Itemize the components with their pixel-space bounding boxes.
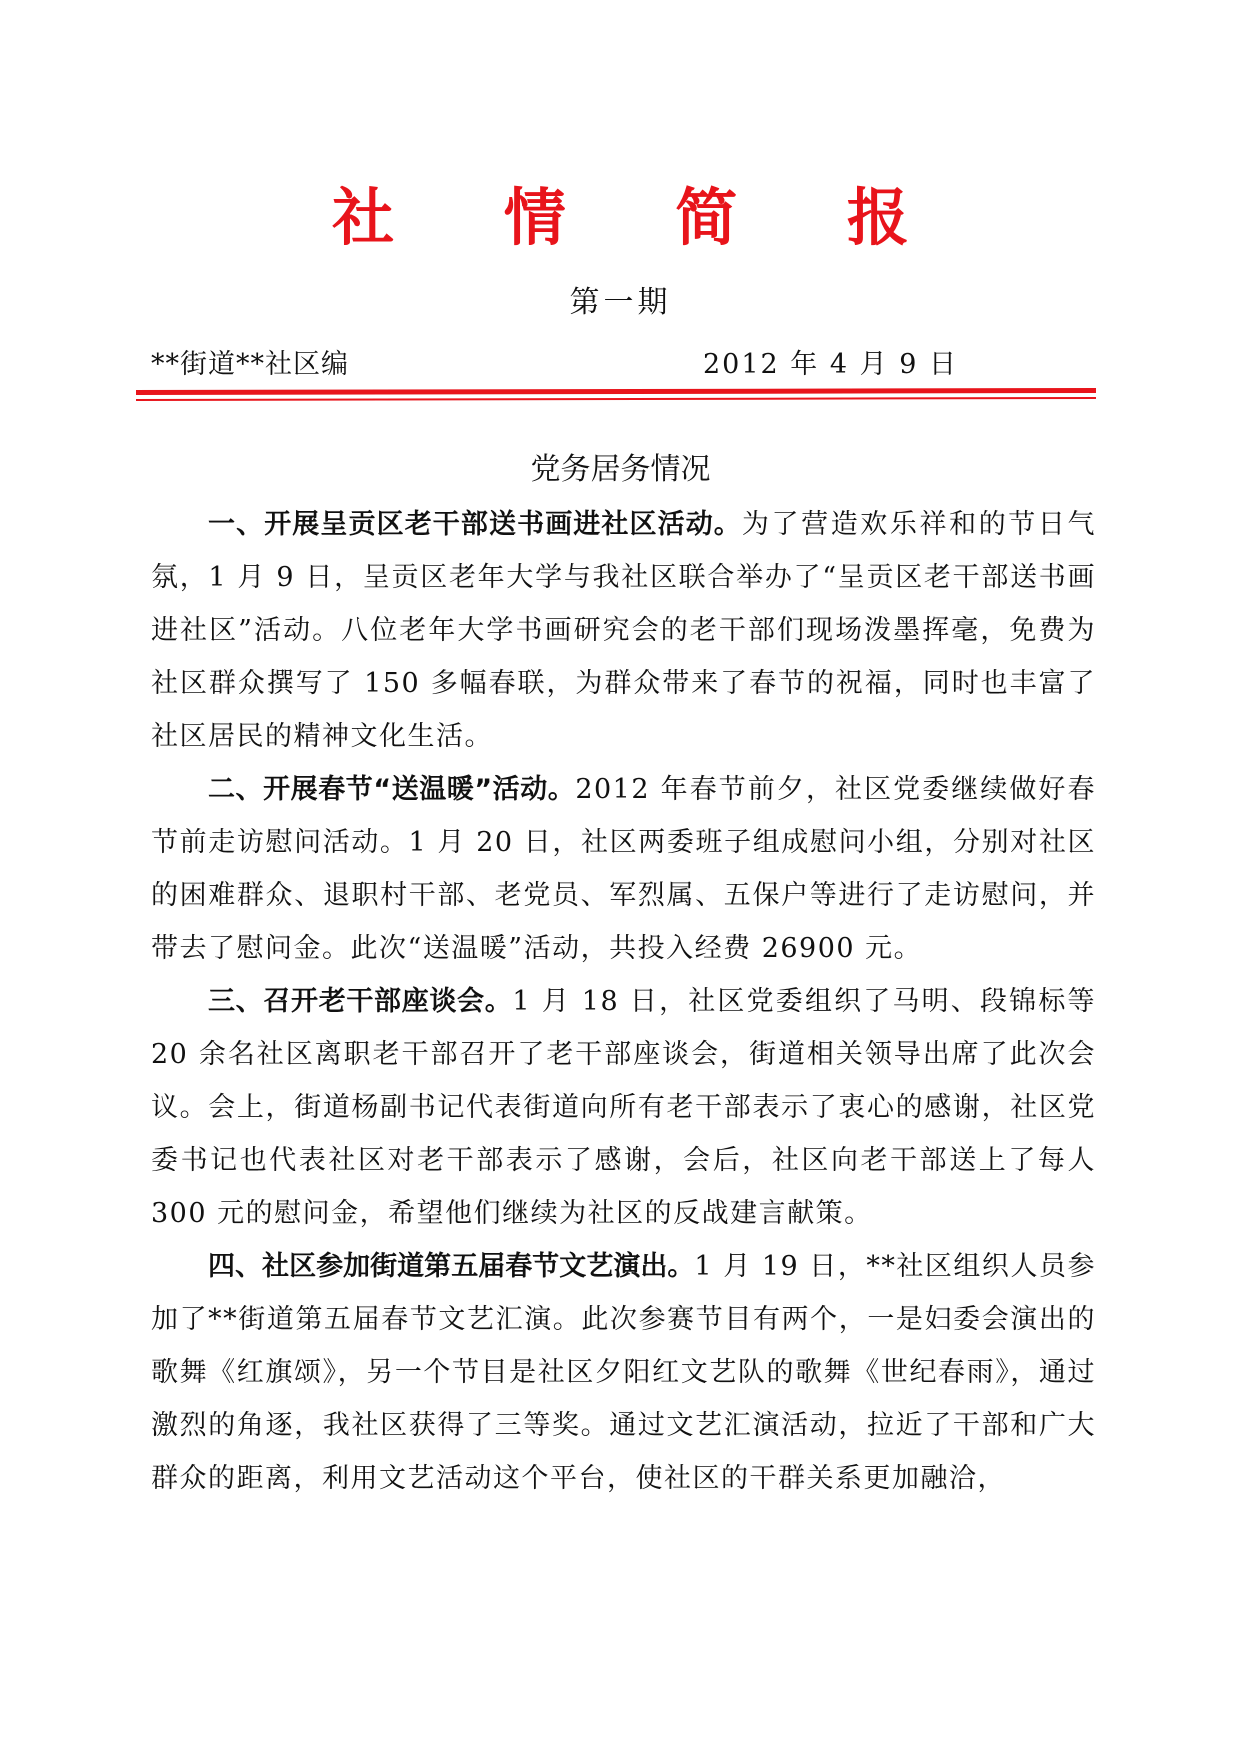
header-rule-thin — [136, 397, 1096, 401]
paragraph-heading: 四、社区参加街道第五届春节文艺演出。 — [208, 1251, 695, 1282]
paragraph-text: 为了营造欢乐祥和的节日气氛，1 月 9 日，呈贡区老年大学与我社区联合举办了“呈贡区老干部送书画进社区”活动。八位老年大学书画研究会的老干部们现场泼墨挥毫，免费为社区群众撰写了 150 多幅春联，为群众带来了春节的祝福，同时也丰富了社区居民的精神文化生活。 — [151, 509, 1097, 752]
paragraph-4 — [151, 1240, 1096, 1505]
paragraph-text: 1 月 19 日，**社区组织人员参加了**街道第五届春节文艺汇演。此次参赛节目有两个，一是妇委会演出的歌舞《红旗颂》，另一个节目是社区夕阳红文艺队的歌舞《世纪春雨》，通过激烈的角逐，我社区获得了三等奖。通过文艺汇演活动，拉近了干部和广大群众的距离，利用文艺活动这个平台，使社区的干群关系更加融洽， — [151, 1251, 1096, 1494]
section-title: 党务居务情况 — [530, 452, 711, 487]
publish-date: 2012 年 4 月 9 日 — [703, 349, 958, 380]
paragraph-heading: 三、召开老干部座谈会。 — [208, 986, 513, 1017]
issue-number: 第一期 — [569, 285, 672, 320]
body-text — [151, 498, 1096, 1505]
paragraph-heading: 二、开展春节“送温暖”活动。 — [208, 774, 576, 805]
paragraph-1 — [151, 498, 1096, 763]
paragraph-2 — [151, 763, 1096, 975]
paragraph-text: 2012 年春节前夕，社区党委继续做好春节前走访慰问活动。1 月 20 日，社区两委班子组成慰问小组，分别对社区的困难群众、退职村干部、老党员、军烈属、五保户等进行了走访慰问，并带去了慰问金。此次“送温暖”活动，共投入经费 26900 元。 — [151, 774, 1096, 964]
editor-line: **街道**社区编 — [151, 349, 349, 380]
paragraph-3 — [151, 975, 1096, 1240]
bulletin-title: 社 情 简 报 — [332, 181, 953, 254]
paragraph-heading: 一、开展呈贡区老干部送书画进社区活动。 — [208, 509, 742, 540]
header-rule-thick — [136, 388, 1096, 395]
paragraph-text: 1 月 18 日，社区党委组织了马明、段锦标等 20 余名社区离职老干部召开了老干部座谈会，街道相关领导出席了此次会议。会上，街道杨副书记代表街道向所有老干部表示了衷心的感谢，社区党委书记也代表社区对老干部表示了感谢，会后，社区向老干部送上了每人 300 元的慰问金，希望他们继续为社区的反战建言献策。 — [151, 986, 1096, 1229]
